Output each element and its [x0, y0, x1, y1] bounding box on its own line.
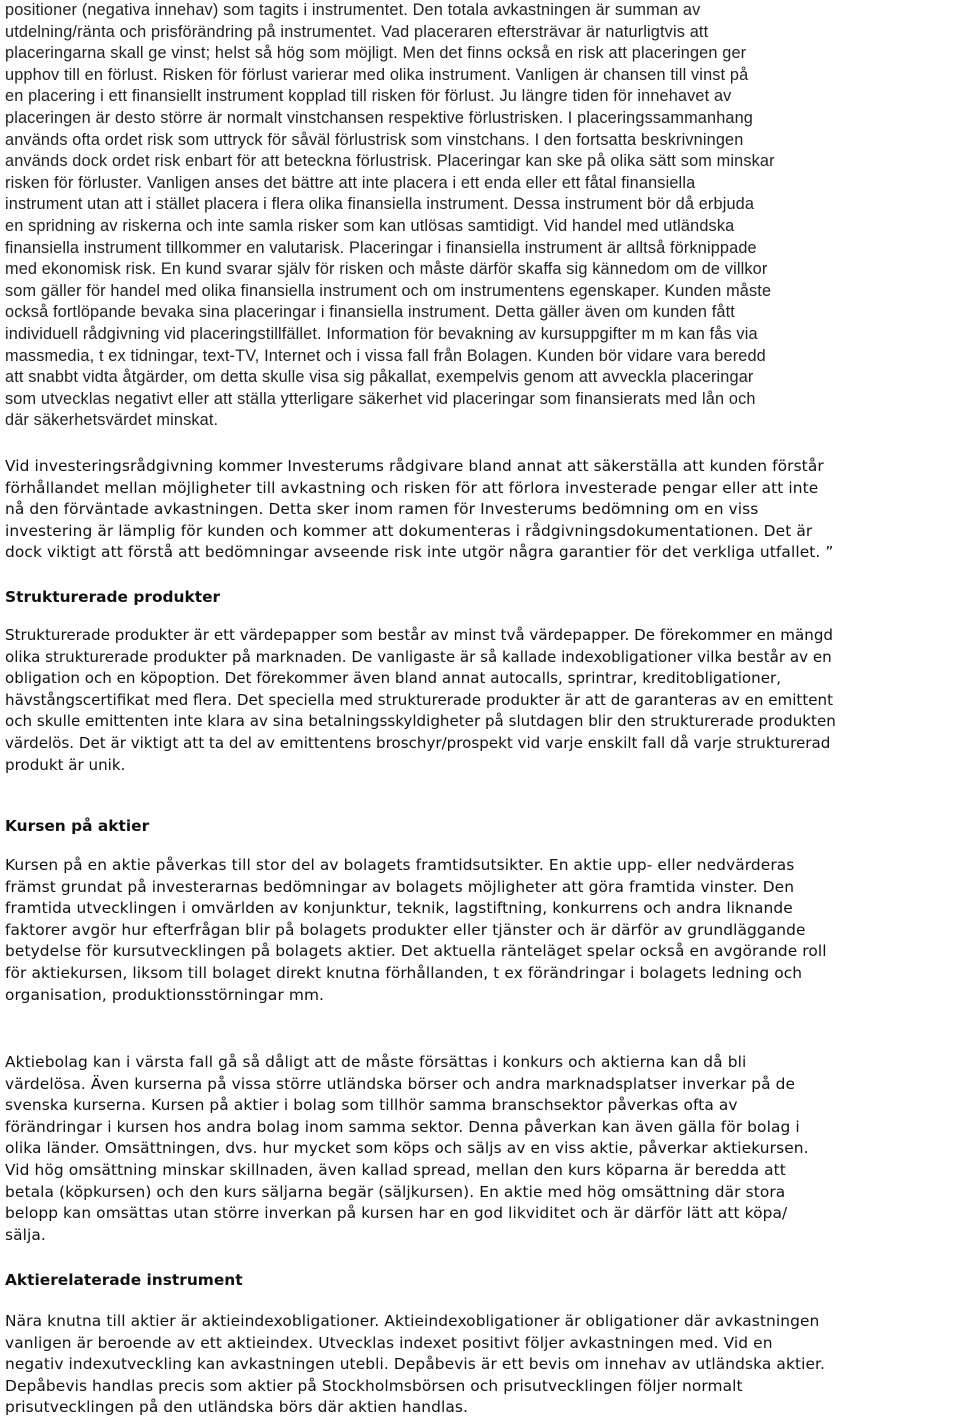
section-heading-structured-products: Strukturerade produkter [5, 588, 221, 606]
text-line: risken för förluster. Vanligen anses det bättre att inte placera i ett enda eller ett fåtal finansiella [5, 173, 696, 192]
text-line: Aktiebolag kan i värsta fall gå så dåligt att de måste försättas i konkurs och aktierna kan då bli [5, 1053, 747, 1071]
text-line: Kursen på en aktie påverkas till stor del av bolagets framtidsutsikter. En aktie upp- eller nedvärderas [5, 856, 795, 874]
text-line: framtida utvecklingen i omvärlden av konjunktur, teknik, lagstiftning, konkurrens och andra liknande [5, 899, 793, 918]
text-line: förändringar i kursen hos andra bolag inom samma sektor. Denna påverkan kan även gälla för bolag i [5, 1117, 800, 1136]
text-line: positioner (negativa innehav) som tagits i instrumentet. Den totala avkastningen är summan av [5, 1, 701, 19]
text-line: betydelse för kursutvecklingen på bolagets aktier. Det aktuella ränteläget spelar också en avgörande roll [5, 942, 827, 961]
text-line: används ofta ordet risk som uttryck för såväl förlustrisk som vinstchans. I den fortsatta beskrivningen [5, 130, 744, 149]
text-line: en placering i ett finansiellt instrument kopplad till risken för förlust. Ju längre tiden för innehavet av [5, 87, 732, 106]
text-line: negativ indexutveckling kan avkastningen utebli. Depåbevis är ett bevis om innehav av utländska aktier. [5, 1355, 826, 1374]
text-line: investering är lämplig för kunden och kommer att dokumenteras i rådgivningsdokumentationen. Det är [5, 521, 813, 540]
text-line: förhållandet mellan möjligheter till avkastning och risken för att förlora investerade pengar eller att inte [5, 478, 819, 497]
text-line: värdelösa. Även kurserna på vissa större utländska börser och andra marknadsplatser inverkar på de [5, 1074, 796, 1093]
text-line: placeringen är desto större är normalt vinstchansen respektive förlustrisken. I placeringssammanhang [5, 108, 754, 127]
text-line: svenska kurserna. Kursen på aktier i bolag som tillhör samma branschsektor påverkas ofta av [5, 1096, 738, 1115]
text-line: produkt är unik. [5, 755, 126, 774]
text-line: med ekonomisk risk. En kund svarar själv för risken och måste därför skaffa sig kännedom om de villkor [5, 260, 768, 279]
text-line: som gäller för handel med olika finansiella instrument och om instrumentens egenskaper. Kunden måste [5, 281, 772, 300]
text-line: prisutvecklingen på den utländska börs där aktien handlas. [5, 1398, 469, 1417]
text-line: instrument utan att i stället placera i flera olika finansiella instrument. Dessa instrument bör då erbjuda [5, 195, 755, 214]
text-line: Vid investeringsrådgivning kommer Investerums rådgivare bland annat att säkerställa att kunden förstår [5, 457, 824, 475]
text-line: en spridning av riskerna och inte samla risker som kan utlösas samtidigt. Vid handel med utländska [5, 216, 735, 235]
text-line: belopp kan omsättas utan större inverkan på kursen har en god likviditet och är därför lätt att köpa/ [5, 1204, 788, 1223]
text-line: individuell rådgivning vid placeringstillfället. Information för bevakning av kursuppgifter m m kan fås via [5, 324, 758, 343]
text-line: främst grundat på investerarnas bedömningar av bolagets möjligheter att göra framtida vinster. Den [5, 877, 795, 896]
section-heading-share-price: Kursen på aktier [5, 817, 150, 835]
structured-products-paragraph [5, 625, 955, 776]
text-line: används dock ordet risk enbart för att beteckna förlustrisk. Placeringar kan ske på olika sätt som minskar [5, 152, 775, 171]
share-price-paragraph-1 [5, 855, 955, 1006]
text-line: Nära knutna till aktier är aktieindexobligationer. Aktieindexobligationer är obligationer där avkastningen [5, 1312, 820, 1330]
equity-related-paragraph [5, 1311, 955, 1419]
text-line: hävstångscertifikat med flera. Det speciella med strukturerade produkter är att de garanteras av en emittent [5, 690, 834, 709]
text-line: värdelös. Det är viktigt att ta del av emittentens broschyr/prospekt vid varje enskilt fall då varje strukturerad [5, 733, 831, 752]
text-line: olika länder. Omsättningen, dvs. hur mycket som köps och säljs av en viss aktie, påverkar aktiekursen. [5, 1139, 809, 1158]
text-line: betala (köpkursen) och den kurs säljarna begär (säljkursen). En aktie med hög omsättning där stora [5, 1182, 786, 1201]
text-line: att snabbt vidta åtgärder, om detta skulle visa sig påkallat, exempelvis genom att avveckla placeringar [5, 368, 754, 387]
share-price-paragraph-2 [5, 1052, 955, 1246]
text-line: obligation och en köpoption. Det förekommer även bland annat autocalls, sprintrar, kreditobligationer, [5, 669, 782, 688]
text-line: olika strukturerade produkter på marknaden. De vanligaste är så kallade indexobligationer vilka består av en [5, 647, 832, 666]
text-line: och skulle emittenten inte klara av sina betalningsskyldigheter på slutdagen blir den strukturerade produkten [5, 712, 836, 731]
text-line: dock viktigt att förstå att bedömningar avseende risk inte utgör några garantier för det verkliga utfallet. ” [5, 543, 834, 562]
text-line: upphov till en förlust. Risken för förlust varierar med olika instrument. Vanligen är chansen till vinst på [5, 65, 749, 84]
text-line: placeringarna skall ge vinst; helst så hög som möjligt. Men det finns också en risk att placeringen ger [5, 44, 747, 63]
section-heading-equity-related: Aktierelaterade instrument [5, 1271, 243, 1289]
text-line: vanligen är beroende av ett aktieindex. Utvecklas indexet positivt följer avkastningen med. Vid en [5, 1333, 773, 1352]
text-line: utdelning/ränta och prisförändring på instrumentet. Vad placeraren eftersträvar är naturligtvis att [5, 22, 709, 41]
text-line: organisation, produktionsstörningar mm. [5, 985, 325, 1004]
text-line: för aktiekursen, liksom till bolaget direkt knutna förhållanden, t ex förändringar i bolagets ledning och [5, 963, 803, 982]
text-line: massmedia, t ex tidningar, text-TV, Internet och i vissa fall från Bolagen. Kunden bör vidare vara beredd [5, 346, 766, 365]
text-line: Strukturerade produkter är ett värdepapper som består av minst två värdepapper. De förekommer en mängd [5, 626, 833, 644]
text-line: som utvecklas negativt eller att ställa ytterligare säkerhet vid placeringar som finansierats med lån och [5, 389, 756, 408]
text-line: Vid hög omsättning minskar skillnaden, även kallad spread, mellan den kurs köparna är beredda att [5, 1160, 786, 1179]
text-line: där säkerhetsvärdet minskat. [5, 411, 219, 430]
text-line: sälja. [5, 1225, 46, 1244]
text-line: nå den förväntade avkastningen. Detta sker inom ramen för Investerums bedömning om en viss [5, 500, 759, 519]
text-line: finansiella instrument tillkommer en valutarisk. Placeringar i finansiella instrument är alltså förknippade [5, 238, 757, 257]
text-line: faktorer avgör hur efterfrågan blir på bolagets produkter eller tjänster och är därför av grundläggande [5, 920, 806, 939]
text-line: också fortlöpande bevaka sina placeringar i finansiella instrument. Detta gäller även om kunden fått [5, 303, 735, 322]
text-line: Depåbevis handlas precis som aktier på Stockholmsbörsen och prisutvecklingen följer normalt [5, 1376, 743, 1395]
advice-paragraph [5, 456, 955, 564]
intro-paragraph [5, 0, 955, 432]
